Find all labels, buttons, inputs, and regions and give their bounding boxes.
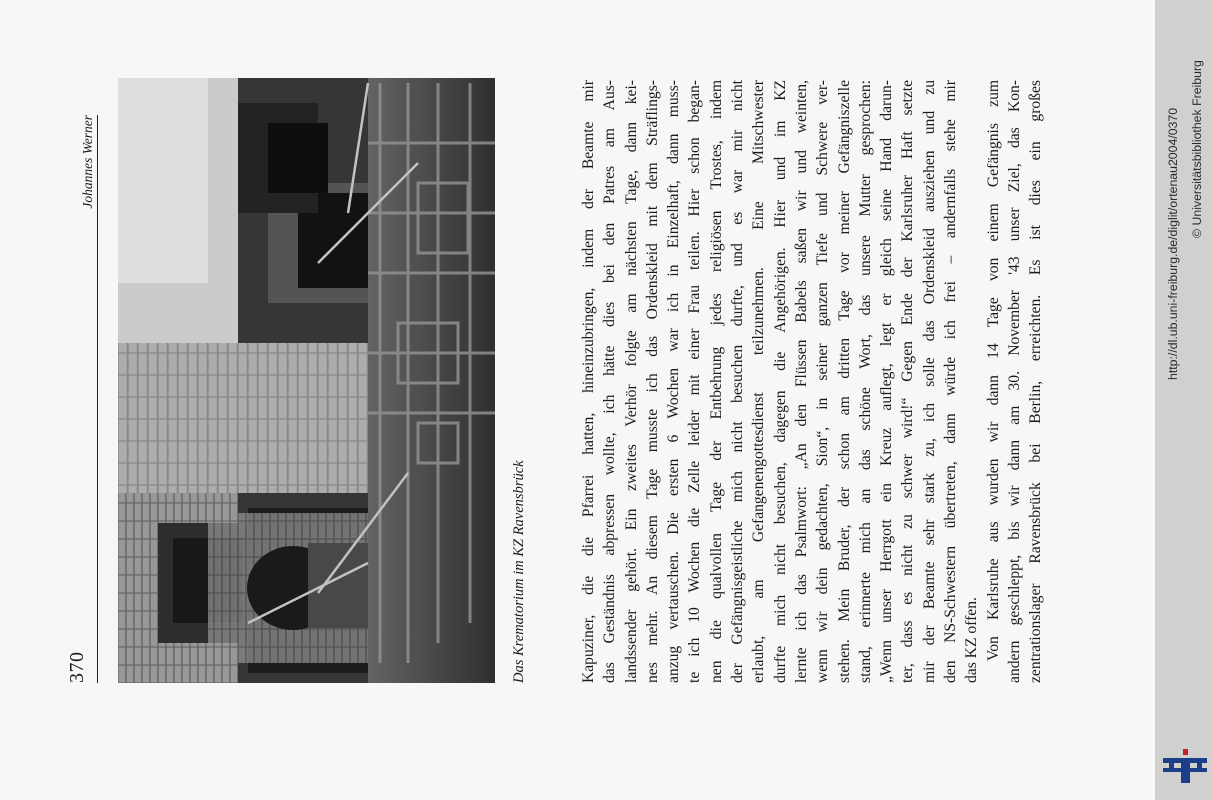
header-rule (97, 115, 98, 683)
body-text-line: stand, erinnerte mich an das schöne Wort, das unsere Mutter gesprochen: (856, 80, 874, 683)
body-text-line: erlaubt, am Gefangenengottesdienst teilzunehmen. Eine Mitschwester (750, 80, 768, 683)
body-text-line: te ich 10 Wochen die Zelle leider mit einer Frau teilen. Hier schon began- (686, 80, 704, 683)
body-text-line: durfte mich nicht besuchen, dagegen die Angehörigen. Hier und im KZ (771, 80, 789, 683)
body-text-line: Von Karlsruhe aus wurden wir dann 14 Tage von einem Gefängnis zum (984, 80, 1002, 661)
body-text-line: zentrationslager Ravensbrück bei Berlin, erreichten. Es ist dies ein großes (1027, 80, 1045, 683)
body-text-line: stehen. Mein Bruder, der schon am dritten Tage vor meiner Gefängniszelle (835, 80, 853, 683)
figure-caption: Das Krematorium im KZ Ravensbrück (511, 460, 527, 683)
body-text-line: anzug vertauschen. Die ersten 6 Wochen war ich in Einzelhaft, dann muss- (665, 80, 683, 683)
body-text-line: landssender gehört. Ein zweites Verhör folgte am nächsten Tage, dann kei- (622, 80, 640, 683)
running-head: Johannes Werner (80, 115, 95, 209)
body-text-line: ter, dass es nicht zu schwer wird!“ Gegen Ende der Karlsruher Haft setzte (899, 80, 917, 683)
body-text-line: lernte ich das Psalmwort: „An den Flüssen Babels saßen wir und weinten, (792, 80, 810, 683)
page-number: 370 (66, 651, 88, 683)
body-text-line: nen die qualvollen Tage der Entbehrung jedes religiösen Trostes, indem (707, 80, 725, 683)
body-text-line: „Wenn unser Herrgott ein Kreuz auflegt, legt er gleich seine Hand darun- (878, 80, 896, 683)
crematorium-photo (118, 78, 495, 683)
body-text-line: mir der Beamte sehr stark zu, ich solle das Ordenskleid ausziehen und zu (920, 80, 938, 683)
crematorium-photo-image (118, 78, 495, 683)
source-url-link[interactable]: http://dl.ub.uni-freiburg.de/diglit/ortenau2004/0370 (1166, 107, 1180, 380)
copyright-notice: © Universitätsbibliothek Freiburg (1190, 60, 1204, 238)
university-library-logo-icon (1163, 749, 1207, 783)
body-text (578, 80, 1047, 683)
body-text-line: der Gefängnisgeistliche mich nicht besuchen durfte, und es war mir nicht (729, 80, 747, 683)
body-text-line: das Geständnis abpressen wollte, ich hätte dies bei den Patres am Aus- (601, 80, 619, 683)
body-text-line: Kapuziner, die die Pfarrei hatten, hineinzubringen, indem der Beamte mir (580, 80, 597, 683)
body-text-line: das KZ offen. (963, 597, 981, 683)
body-text-line: wenn wir dein gedachten, Sion“, in seiner ganzen Tiefe und Schwere ver- (814, 80, 832, 683)
body-text-line: den NS-Schwestern übertreten, dann würde ich frei – andernfalls stehe mir (942, 80, 960, 683)
body-text-line: andern geschleppt, bis wir dann am 30. November '43 unser Ziel, das Kon- (1005, 80, 1023, 683)
body-text-line: nes mehr. An diesem Tage musste ich das Ordenskleid mit dem Sträflings- (643, 80, 661, 683)
